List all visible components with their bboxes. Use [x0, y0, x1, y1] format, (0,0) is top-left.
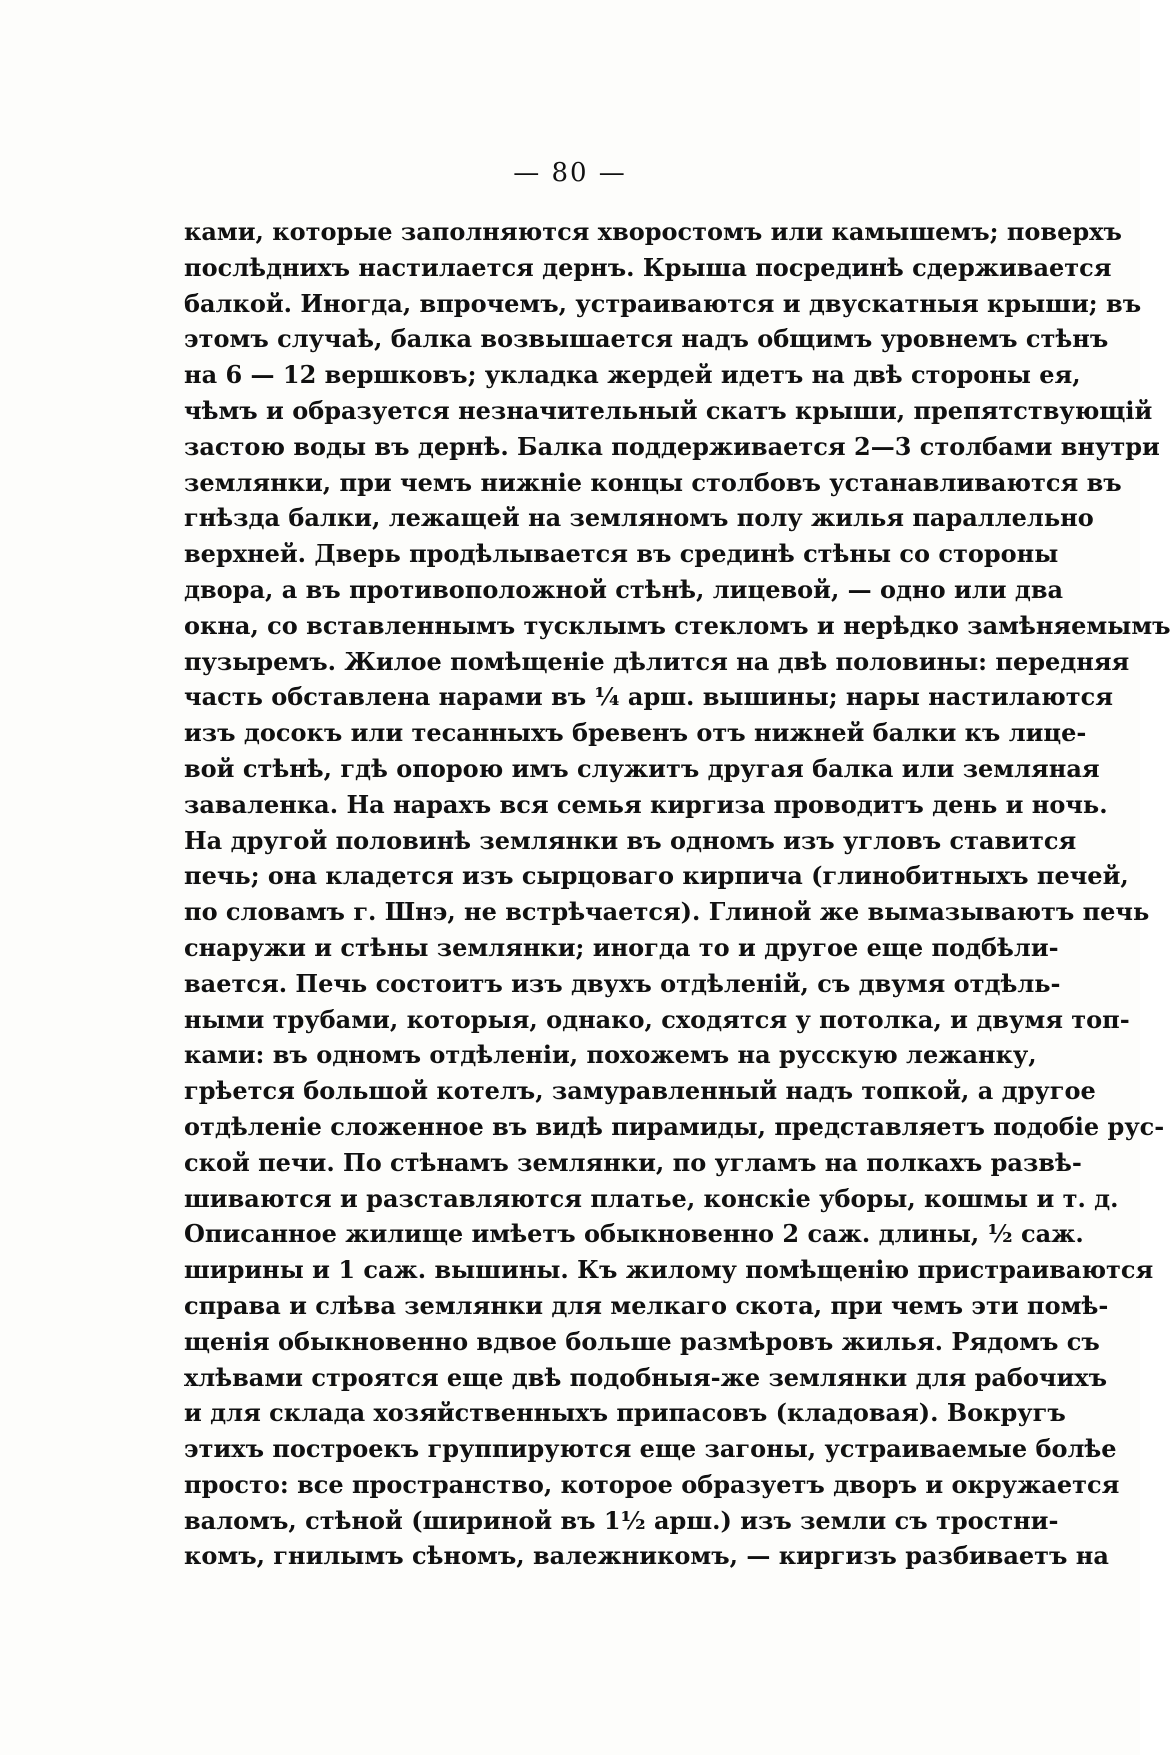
text-line: справа и слѣва землянки для мелкаго скота, при чемъ эти помѣ-	[184, 1290, 1109, 1320]
text-line: печь; она кладется изъ сырцоваго кирпича (глинобитныхъ печей,	[184, 861, 1129, 891]
text-line: двора, а въ противоположной стѣнѣ, лицевой, — одно или два	[184, 574, 1064, 604]
text-line: валомъ, стѣной (шириной въ 1½ арш.) изъ земли съ тростни-	[184, 1505, 1059, 1535]
text-line: ской печи. По стѣнамъ землянки, по угламъ на полкахъ развѣ-	[184, 1147, 1082, 1177]
text-line: ками: въ одномъ отдѣленіи, похожемъ на русскую лежанку,	[184, 1040, 1037, 1070]
text-line: просто: все пространство, которое образуетъ дворъ и окружается	[184, 1469, 1120, 1499]
text-line: на 6 — 12 вершковъ; укладка жердей идетъ на двѣ стороны ея,	[184, 360, 1081, 390]
text-line: грѣется большой котелъ, замуравленный надъ топкой, а другое	[184, 1076, 1096, 1106]
text-line: комъ, гнилымъ сѣномъ, валежникомъ, — киргизъ разбиваетъ на	[184, 1541, 1109, 1571]
body-text	[184, 214, 1171, 1574]
text-line: шиваются и разставляются платье, конскіе уборы, кошмы и т. д.	[184, 1183, 1119, 1213]
text-line: вой стѣнѣ, гдѣ опорою имъ служитъ другая балка или земляная	[184, 753, 1100, 783]
text-line: окна, со вставленнымъ тусклымъ стекломъ и нерѣдко замѣняемымъ	[184, 610, 1171, 640]
text-line: гнѣзда балки, лежащей на земляномъ полу жилья параллельно	[184, 503, 1094, 533]
text-line: часть обставлена нарами въ ¼ арш. вышины; нары настилаются	[184, 682, 1113, 712]
text-line: отдѣленіе сложенное въ видѣ пирамиды, представляетъ подобіе рус-	[184, 1111, 1165, 1141]
text-line: этомъ случаѣ, балка возвышается надъ общимъ уровнемъ стѣнъ	[184, 324, 1109, 354]
text-line: ками, которые заполняются хворостомъ или камышемъ; поверхъ	[184, 217, 1122, 246]
page-number: — 80 —	[513, 158, 627, 188]
text-line: щенія обыкновенно вдвое больше размѣровъ жилья. Рядомъ съ	[184, 1326, 1100, 1356]
text-line: На другой половинѣ землянки въ одномъ изъ угловъ ставится	[184, 825, 1077, 855]
text-line: Описанное жилище имѣетъ обыкновенно 2 саж. длины, ½ саж.	[184, 1219, 1084, 1249]
text-line: заваленка. На нарахъ вся семья киргиза проводитъ день и ночь.	[184, 789, 1108, 819]
text-line: чѣмъ и образуется незначительный скатъ крыши, препятствующій	[184, 395, 1153, 425]
text-line: ширины и 1 саж. вышины. Къ жилому помѣщенію пристраиваются	[184, 1255, 1154, 1285]
text-line: балкой. Иногда, впрочемъ, устраиваются и двускатныя крыши; въ	[184, 288, 1142, 318]
text-line: ными трубами, которыя, однако, сходятся у потолка, и двумя топ-	[184, 1004, 1130, 1034]
text-line: этихъ построекъ группируются еще загоны, устраиваемые болѣе	[184, 1434, 1117, 1464]
text-line: изъ досокъ или тесанныхъ бревенъ отъ нижней балки къ лице-	[184, 718, 1087, 748]
text-line: пузыремъ. Жилое помѣщеніе дѣлится на двѣ половины: передняя	[184, 646, 1130, 676]
text-line: послѣднихъ настилается дернъ. Крыша посрединѣ сдерживается	[184, 252, 1112, 282]
text-line: и для склада хозяйственныхъ припасовъ (кладовая). Вокругъ	[184, 1398, 1066, 1428]
text-line: вается. Печь состоитъ изъ двухъ отдѣленій, съ двумя отдѣль-	[184, 968, 1061, 998]
text-line: застою воды въ дернѣ. Балка поддерживается 2—3 столбами внутри	[184, 431, 1160, 461]
text-line: по словамъ г. Шнэ, не встрѣчается). Глиной же вымазываютъ печь	[184, 897, 1150, 927]
text-line: верхней. Дверь продѣлывается въ срединѣ стѣны со стороны	[184, 539, 1059, 569]
text-line: хлѣвами строятся еще двѣ подобныя-же землянки для рабочихъ	[184, 1362, 1108, 1392]
text-line: землянки, при чемъ нижніе концы столбовъ устанавливаются въ	[184, 467, 1122, 497]
text-line: снаружи и стѣны землянки; иногда то и другое еще подбѣли-	[184, 932, 1059, 962]
